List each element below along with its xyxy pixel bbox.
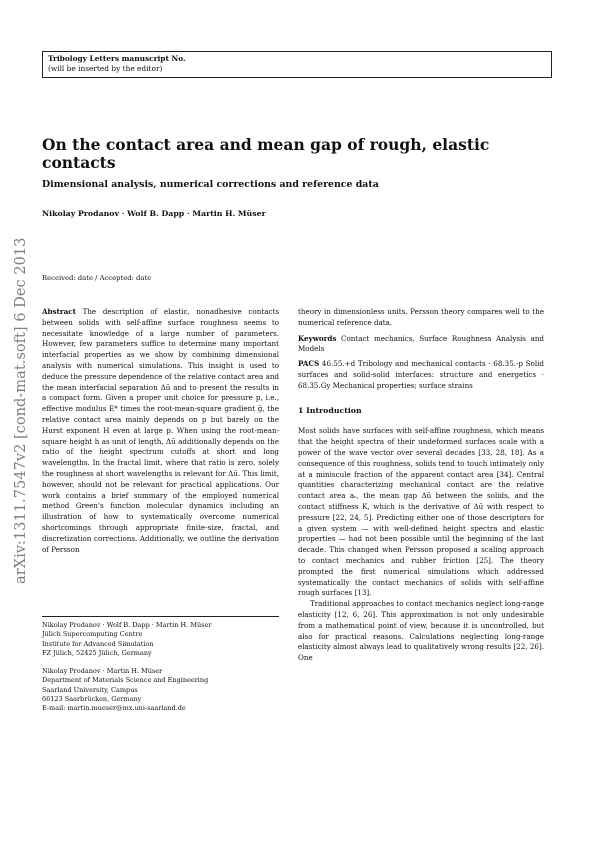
- affiliation-authors: Nikolay Prodanov · Wolf B. Dapp · Martin H. Müser: [42, 621, 212, 629]
- author-list: Nikolay Prodanov · Wolf B. Dapp · Martin H. Müser: [42, 209, 266, 218]
- paper-subtitle: Dimensional analysis, numerical corrections and reference data: [42, 179, 379, 190]
- pacs: [298, 359, 544, 391]
- keywords-label: Keywords: [298, 333, 337, 343]
- journal-name: Tribology Letters manuscript No.: [48, 54, 186, 63]
- affiliations: [42, 621, 279, 723]
- keywords: [298, 334, 544, 356]
- pacs-label: PACS: [298, 359, 320, 369]
- affiliation-line: 66123 Saarbrücken, Germany: [42, 695, 142, 704]
- section-heading-introduction: 1 Introduction: [298, 405, 362, 415]
- affiliation-line: Jülich Supercomputing Centre: [42, 630, 143, 639]
- journal-header-box: [42, 51, 552, 78]
- affiliation-line: Saarland University, Campus: [42, 685, 138, 694]
- abstract-label: Abstract: [42, 307, 76, 316]
- intro-paragraph-2: Traditional approaches to contact mechanics neglect long-range elasticity [12, 6, 26]. This approximation is not only undesirable from a mathematical point of view, because it is uncontrolled, but also for practical reasons. Calculations neglecting long-range elasticity almost always lead to qualitatively wrong results [22, 26]. One: [298, 599, 544, 663]
- abstract-continuation: theory in dimensionless units. Persson theory compares well to the numerical reference data.: [298, 307, 544, 327]
- abstract-text: The description of elastic, nonadhesive contacts between solids with self-affine surface roughness seems to necessitate knowledge of a large number of parameters. However, few parameters suffice to determine many important interfacial properties as we show by combining dimensional analysis with numerical simulations. This insight is used to deduce the pressure dependence of the relative contact area and the mean interfacial separation Δū and to present the results in a compact form. Given a proper unit choice for pressure p, i.e., effective modulus E* times the root-mean-square gradient ḡ, the relative contact area mainly depends on p but barely on the Hurst exponent H even at large p. When using the root-mean-square height h as unit of length, Δū additionally depends on the ratio of the height spectrum cutoffs at short and long wavelengths. In the fractal limit, where that ratio is zero, solely the roughness at short wavelengths is relevant for Δū. This limit, however, should not be relevant for practical applications. Our work contains a brief summary of the employed numerical method Green's function molecular dynamics including an illustration of how to systematically overcome numerical shortcomings through appropriate finite-size, fractal, and discretization corrections. Additionally, we outline the derivation of Persson: [42, 307, 279, 554]
- abstract: [42, 307, 279, 555]
- editor-note: (will be inserted by the editor): [48, 64, 163, 73]
- arxiv-stamp: arXiv:1311.7547v2 [cond-mat.soft] 6 Dec 2013: [12, 237, 29, 584]
- email-address: E-mail: martin.mueser@mx.uni-saarland.de: [42, 704, 186, 713]
- received-date: Received: date / Accepted: date: [42, 274, 152, 282]
- keywords-text: Contact mechanics, Surface Roughness Analysis and Models: [298, 333, 544, 354]
- paper-title: On the contact area and mean gap of rough, elastic contacts: [42, 135, 490, 172]
- affiliation-line: FZ Jülich, 52425 Jülich, Germany: [42, 648, 152, 657]
- affiliation-block-2: [42, 667, 279, 713]
- footnote-rule: [42, 616, 279, 617]
- affiliation-line: Institute for Advanced Simulation: [42, 639, 154, 648]
- affiliation-authors: Nikolay Prodanov · Martin H. Müser: [42, 667, 163, 676]
- affiliation-line: Department of Materials Science and Engineering: [42, 676, 209, 685]
- intro-paragraph-1: Most solids have surfaces with self-affine roughness, which means that the height spectra of their undeformed surfaces scale with a power of the wave vector over several decades [33, 28, 18]. As a consequence of this roughness, solids tend to touch intimately only at a miniscule fraction of the apparent contact area [34]. Central quantities characterizing mechanical contact are the relative contact area aᵣ, the mean gap Δū between the solids, and the contact stiffness K, which is the derivative of Δū with respect to pressure [22, 24, 5]. Predicting either one of those descriptors for a given system — with well-defined height spectra and elastic properties — had not been possible until the beginning of the last decade. This changed when Persson proposed a scaling approach to contact mechanics and rubber friction [25]. The theory prompted the first numerical simulations which addressed systematically the contact mechanics of solids with self-affine rough surfaces [13].: [298, 426, 544, 598]
- pacs-text: 46.55.+d Tribology and mechanical contacts · 68.35.-p Solid surfaces and solid-solid interfaces: structure and energetics · 68.35.Gy Mechanical properties; surface strains: [298, 359, 544, 390]
- right-column: [298, 307, 544, 664]
- affiliation-block-1: [42, 621, 279, 658]
